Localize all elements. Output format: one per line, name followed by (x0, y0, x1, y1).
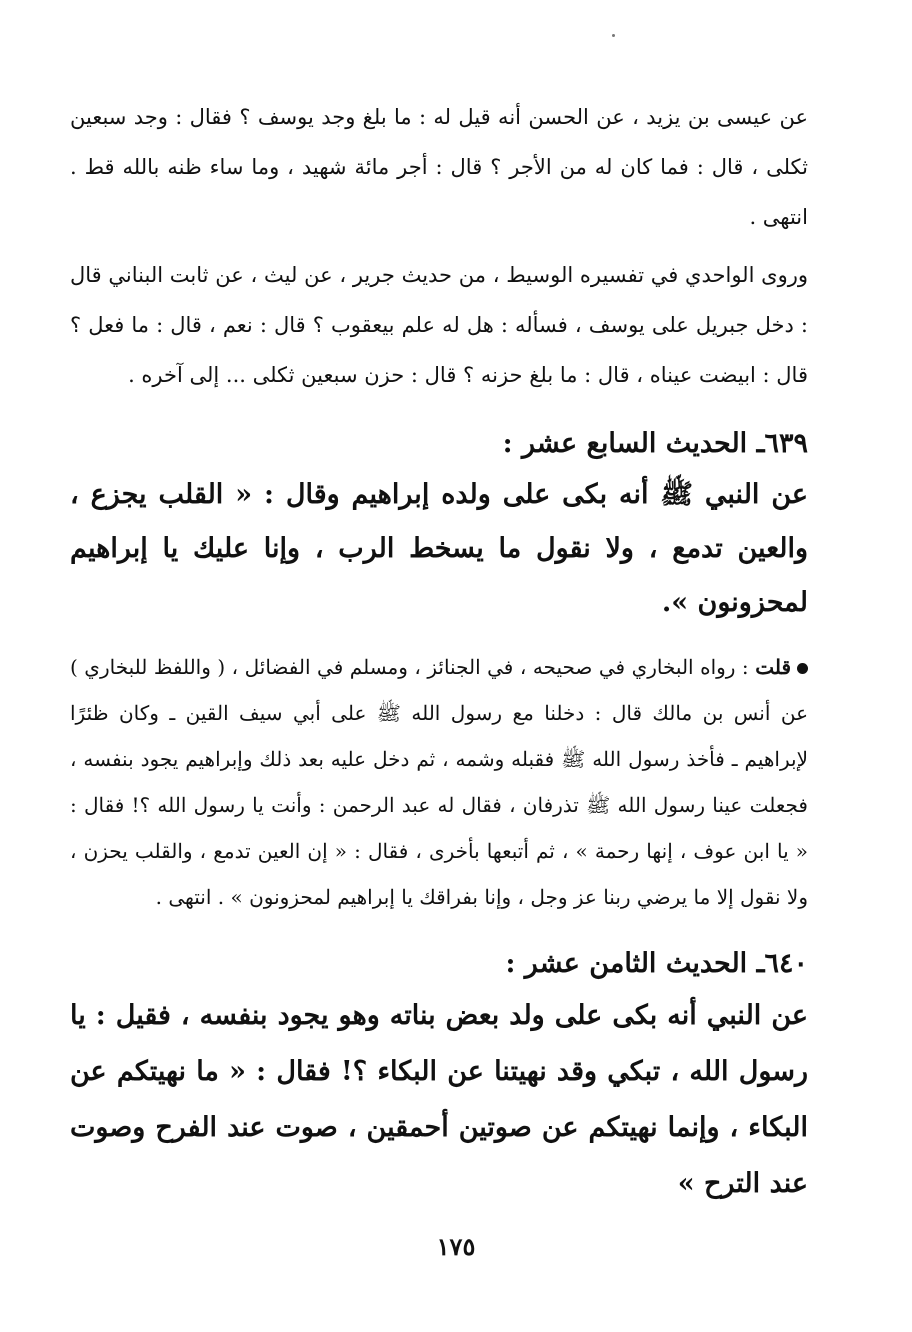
paragraph-wahidi-report: وروى الواحدي في تفسيره الوسيط ، من حديث جرير ، عن ليث ، عن ثابت البناني قال : دخل جبريل على يوسف ، فسأله : هل له علم بيعقوب ؟ قال : نعم ، قال : ما فعل ؟ قال : ابيضت عيناه ، قال : ما بلغ حزنه ؟ قال : حزن سبعين ثكلى ... إلى آخره . (70, 263, 808, 387)
commentary-paragraph (70, 644, 808, 920)
hadith-639-text: عن النبي ﷺ أنه بكى على ولده إبراهيم وقال : « القلب يجزع ، والعين تدمع ، ولا نقول ما يسخط الرب ، وإنا عليك يا إبراهيم لمحزونون ». (70, 479, 808, 618)
qult-label: قلت (755, 655, 792, 679)
paragraph-hasan-report: عن عيسى بن يزيد ، عن الحسن أنه قيل له : ما بلغ وجد يوسف ؟ فقال : وجد سبعين ثكلى ، قال : فما كان له من الأجر ؟ قال : أجر مائة شهيد ، وما ساء ظنه بالله قط . انتهى . (70, 105, 808, 229)
hadith-640-heading: ٦٤٠ـ الحديث الثامن عشر : (505, 948, 808, 979)
page-number: ١٧٥ (436, 1232, 476, 1261)
hadith-640-text: عن النبي أنه بكى على ولد بعض بناته وهو يجود بنفسه ، فقيل : يا رسول الله ، تبكي وقد نهيتنا عن البكاء ؟! فقال : « ما نهيتكم عن البكاء ، وإنما نهيتكم عن صوتين أحمقين ، صوت عند الفرح وصوت عند الترح » (70, 1000, 808, 1199)
commentary-text: : رواه البخاري في صحيحه ، في الجنائز ، ومسلم في الفضائل ، ( واللفظ للبخاري ) عن أنس بن مالك قال : دخلنا مع رسول الله ﷺ على أبي سيف القين ـ وكان ظئرًا لإبراهيم ـ فأخذ رسول الله ﷺ فقبله وشمه ، ثم دخل عليه بعد ذلك وإبراهيم يجود بنفسه ، فجعلت عينا رسول الله ﷺ تذرفان ، فقال له عبد الرحمن : وأنت يا رسول الله ؟! فقال : « يا ابن عوف ، إنها رحمة » ، ثم أتبعها بأخرى ، فقال : « إن العين تدمع ، والقلب يحزن ، ولا نقول إلا ما يرضي ربنا عز وجل ، وإنا بفراقك يا إبراهيم لمحزونون » . انتهى . (70, 655, 808, 909)
bullet-icon (797, 663, 808, 674)
document-page (70, 92, 808, 1212)
hadith-639-heading: ٦٣٩ـ الحديث السابع عشر : (502, 428, 808, 459)
scan-speck (612, 34, 615, 37)
